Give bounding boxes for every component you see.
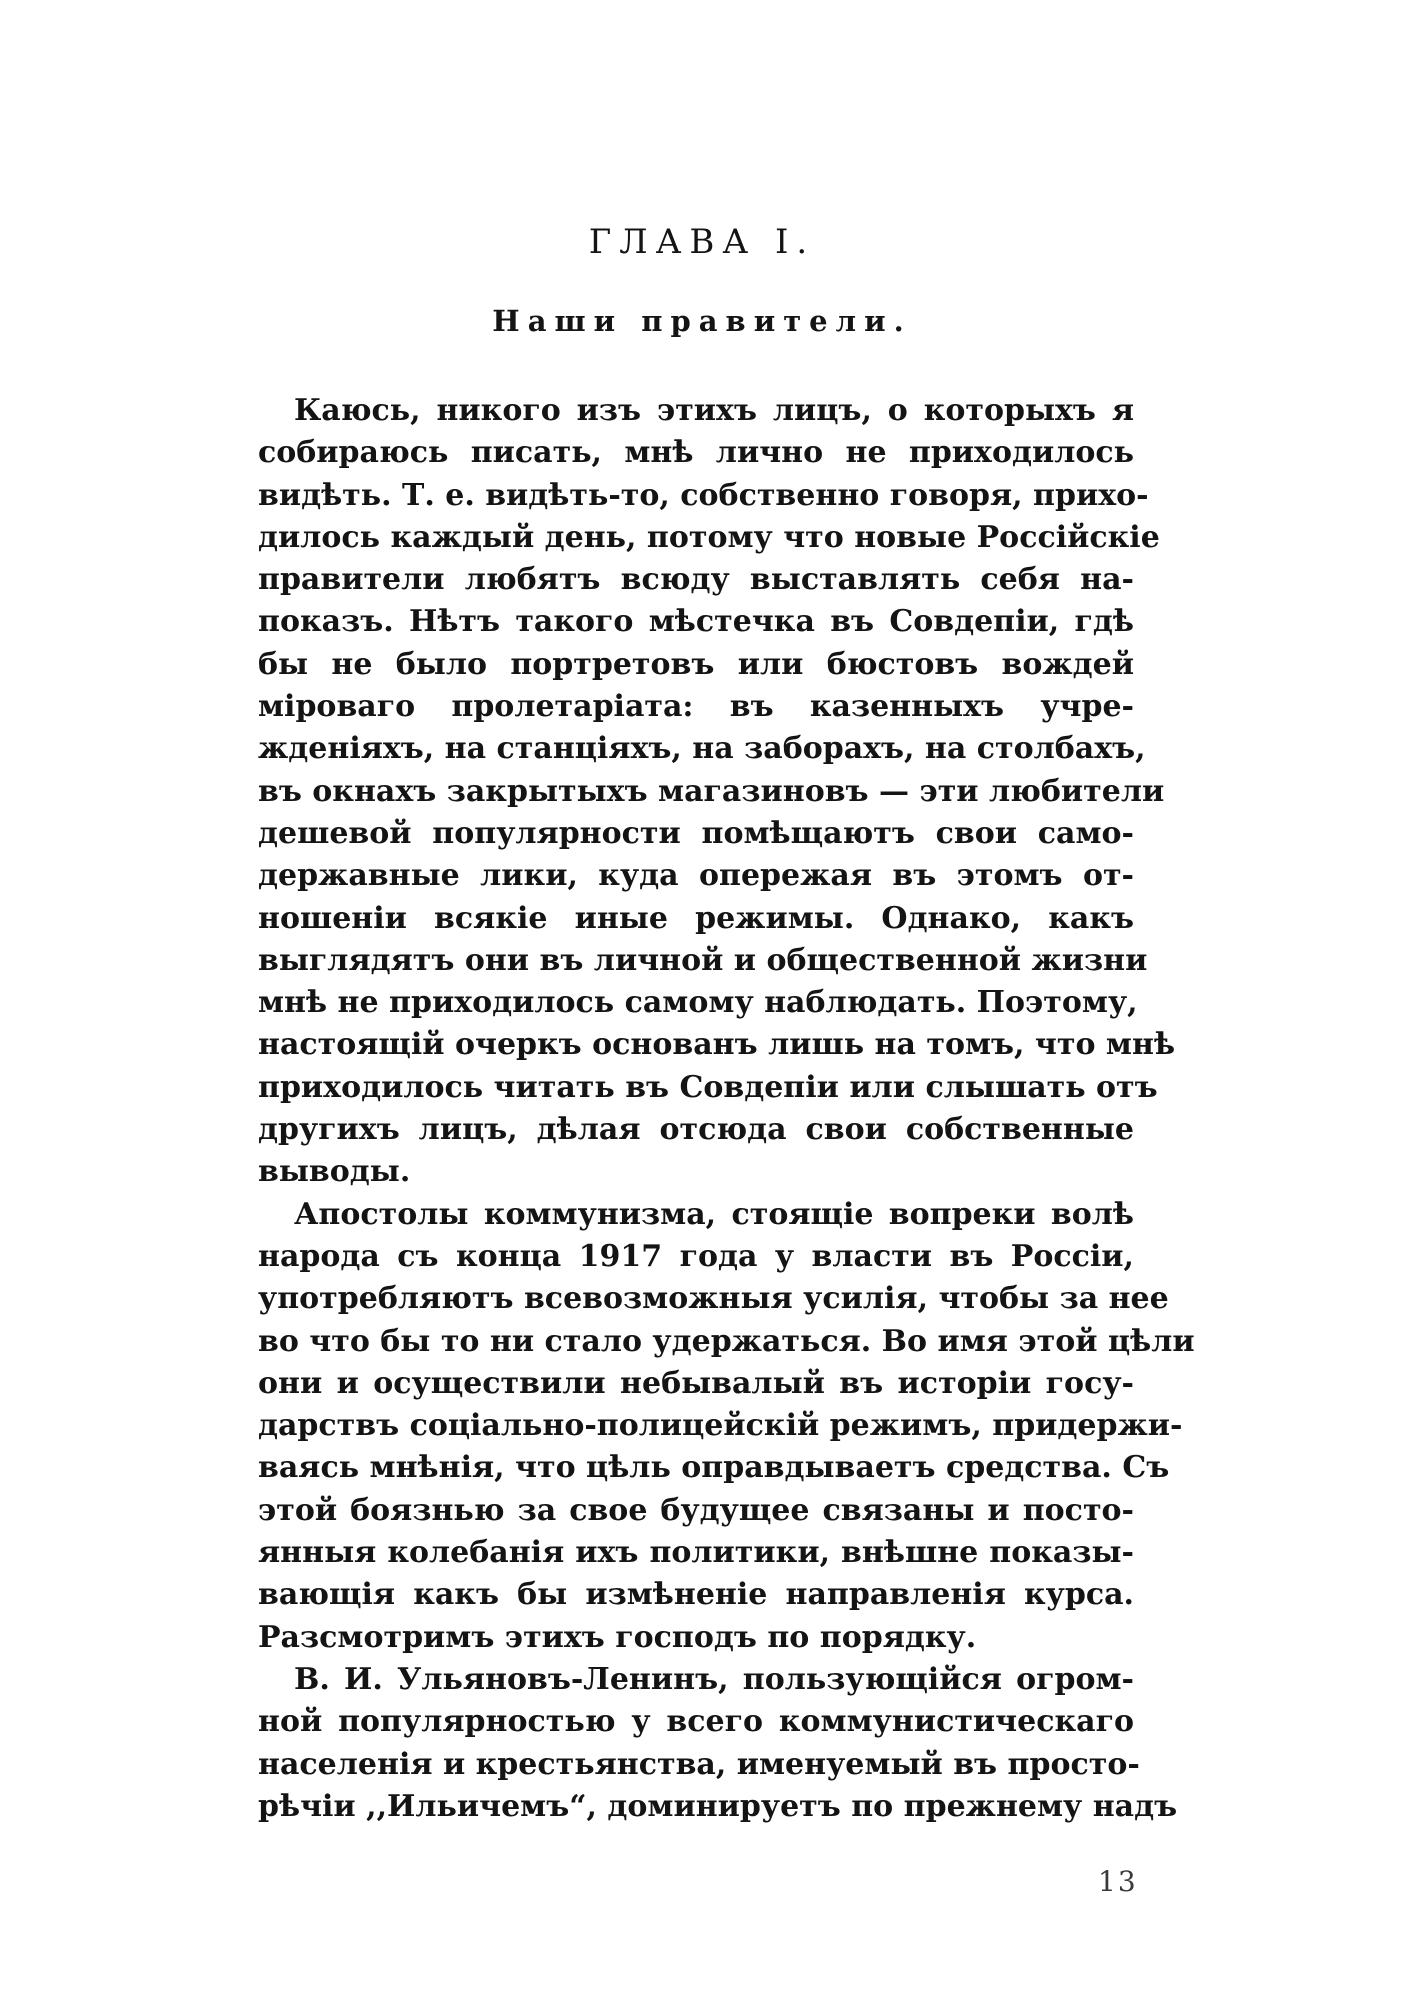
text-line: правители любятъ всюду выставлять себя на- <box>258 562 1134 598</box>
text-line: ной популярностью у всего коммунистическаго <box>258 1704 1134 1740</box>
text-line: показъ. Нѣтъ такого мѣстечка въ Совдепіи, гдѣ <box>258 604 1134 640</box>
text-line: населенія и крестьянства, именуемый въ просто- <box>258 1746 1140 1782</box>
text-line: мнѣ не приходилось самому наблюдать. Поэтому, <box>258 985 1138 1021</box>
text-line: они и осуществили небывалый въ исторіи госу- <box>258 1365 1134 1401</box>
chapter-title: ГЛАВА I. <box>588 222 816 262</box>
text-line: во что бы то ни стало удержаться. Во имя этой цѣли <box>258 1323 1195 1359</box>
text-line: Апостолы коммунизма, стоящіе вопреки волѣ <box>294 1196 1134 1232</box>
text-line: вающія какъ бы измѣненіе направленія курса. <box>258 1577 1134 1613</box>
text-line: янныя колебанія ихъ политики, внѣшне показы- <box>258 1535 1134 1571</box>
text-line: настоящій очеркъ основанъ лишь на томъ, что мнѣ <box>258 1027 1176 1063</box>
text-line: Каюсь, никого изъ этихъ лицъ, о которыхъ я <box>294 393 1134 428</box>
body-text <box>258 390 1195 1828</box>
text-line: приходилось читать въ Совдепіи или слышать отъ <box>258 1069 1158 1105</box>
text-line: выглядятъ они въ личной и общественной жизни <box>258 942 1148 978</box>
page-number: 13 <box>1098 1865 1138 1898</box>
text-line: державные лики, куда опережая въ этомъ от- <box>258 858 1134 894</box>
text-line: бы не было портретовъ или бюстовъ вождей <box>258 646 1134 682</box>
text-line: міроваго пролетаріата: въ казенныхъ учре- <box>258 689 1134 725</box>
text-line: ношеніи всякіе иные режимы. Однако, какъ <box>258 900 1134 936</box>
text-line: ваясь мнѣнія, что цѣль оправдываетъ средства. Съ <box>258 1450 1170 1486</box>
section-title: Наши правители. <box>492 304 912 338</box>
text-line: В. И. Ульяновъ-Ленинъ, пользующійся огром- <box>294 1661 1134 1697</box>
text-line: другихъ лицъ, дѣлая отсюда свои собственные <box>258 1112 1134 1148</box>
text-line: этой боязнью за свое будущее связаны и посто- <box>258 1492 1134 1528</box>
text-line: выводы. <box>258 1154 411 1190</box>
text-line: жденіяхъ, на станціяхъ, на заборахъ, на столбахъ, <box>258 731 1146 767</box>
text-line: дарствъ соціально-полицейскій режимъ, придержи- <box>258 1408 1183 1444</box>
text-line: дилось каждый день, потому что новые Россійскіе <box>258 519 1160 555</box>
text-line: народа съ конца 1917 года у власти въ Россіи, <box>258 1238 1134 1274</box>
text-line: Разсмотримъ этихъ господъ по порядку. <box>258 1619 977 1655</box>
text-line: употребляютъ всевозможныя усилія, чтобы за нее <box>258 1281 1169 1317</box>
text-line: рѣчіи ,,Ильичемъ“, доминируетъ по прежнему надъ <box>258 1788 1178 1824</box>
text-line: въ окнахъ закрытыхъ магазиновъ — эти любители <box>258 773 1165 809</box>
text-line: видѣть. Т. е. видѣть-то, собственно говоря, прихо- <box>258 477 1149 513</box>
text-line: собираюсь писать, мнѣ лично не приходилось <box>258 435 1134 471</box>
text-line: дешевой популярности помѣщаютъ свои само- <box>258 815 1134 851</box>
